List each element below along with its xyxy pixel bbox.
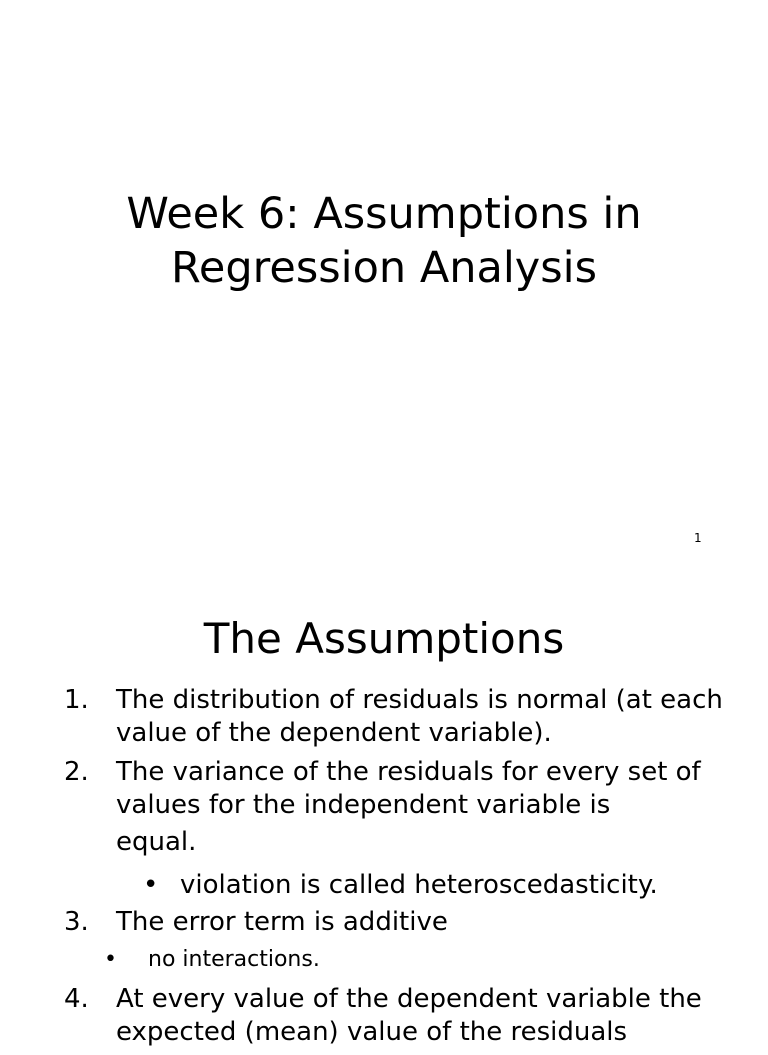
slide-title bbox=[0, 187, 768, 295]
item-text: no interactions. bbox=[148, 947, 320, 972]
item-text-continued: equal. bbox=[116, 827, 197, 857]
item-text: The variance of the residuals for every set of values for the independent variable is bbox=[116, 757, 701, 820]
page-number: 1 bbox=[694, 531, 702, 545]
sub-bullet-item bbox=[0, 945, 768, 975]
item-text: The error term is additive bbox=[116, 907, 448, 937]
list-item bbox=[0, 684, 768, 750]
item-number: 4. bbox=[64, 984, 89, 1014]
list-item bbox=[0, 906, 768, 939]
item-text: violation is called heteroscedasticity. bbox=[180, 870, 658, 900]
item-number: 3. bbox=[64, 907, 89, 937]
list-item bbox=[0, 983, 768, 1049]
slide-title: The Assumptions bbox=[203, 614, 565, 663]
title-line-2: Regression Analysis bbox=[170, 243, 598, 293]
list-item bbox=[0, 756, 768, 862]
item-text: At every value of the dependent variable the expected (mean) value of the residuals bbox=[116, 984, 702, 1047]
title-line-1: Week 6: Assumptions in bbox=[126, 189, 642, 239]
item-number: 2. bbox=[64, 757, 89, 787]
item-text: The distribution of residuals is normal (at each value of the dependent variable). bbox=[116, 685, 723, 748]
assumptions-list bbox=[0, 684, 768, 1055]
bullet-icon: • bbox=[143, 870, 159, 900]
assumptions-slide bbox=[0, 576, 768, 1047]
item-number: 1. bbox=[64, 685, 89, 715]
bullet-icon: • bbox=[104, 947, 117, 972]
sub-bullet-item bbox=[0, 868, 768, 902]
